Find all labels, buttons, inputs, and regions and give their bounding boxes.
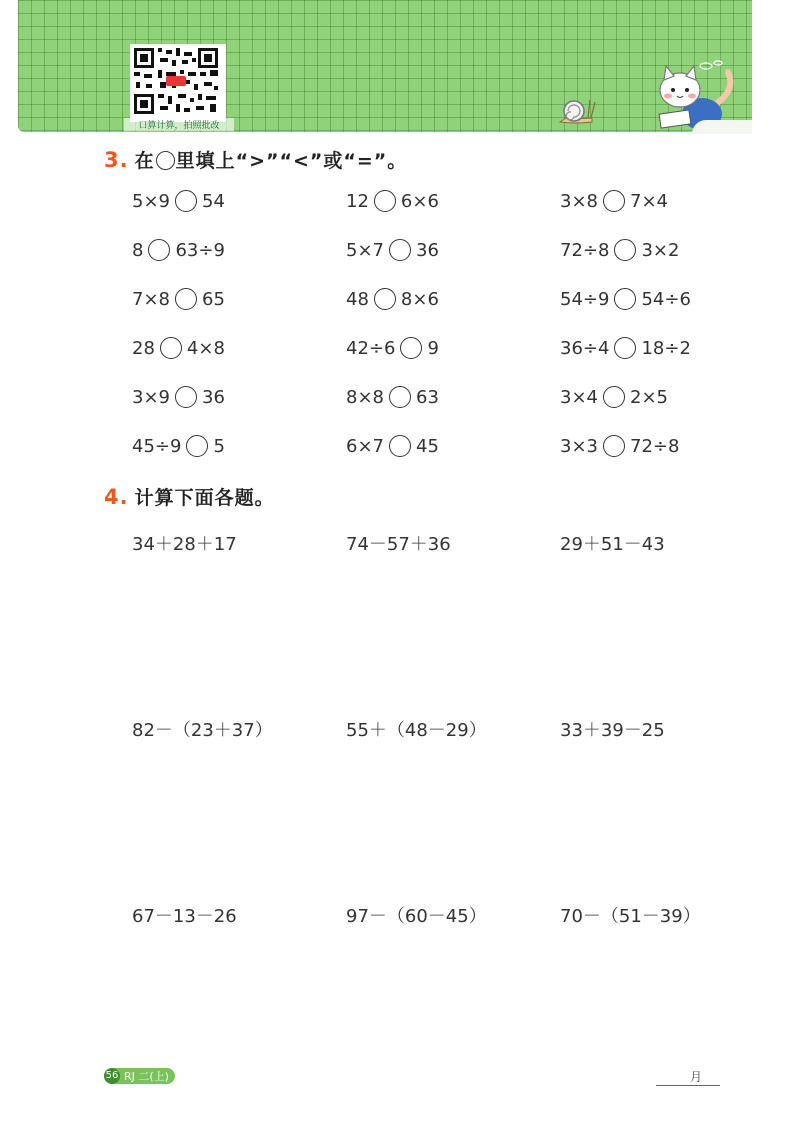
comparison-item [560,435,679,457]
answer-circle[interactable] [374,288,396,310]
answer-circle[interactable] [400,337,422,359]
snail-icon [558,94,596,126]
calculation-problem: 34＋28＋17 [132,534,237,555]
answer-circle[interactable] [175,386,197,408]
page-curl [692,120,752,134]
comparison-left-expression: 8 [132,239,144,261]
comparison-item [132,386,225,408]
comparison-right-expression: 6×6 [400,190,439,212]
comparison-item [132,288,225,310]
answer-circle[interactable] [389,435,411,457]
qr-code[interactable] [130,44,226,122]
comparison-left-expression: 5×7 [346,239,384,261]
comparison-left-expression: 28 [132,337,155,359]
calculation-problem: 74－57＋36 [346,534,451,555]
qr-code-pattern [132,46,220,116]
answer-circle[interactable] [603,190,625,212]
section-3-title-before: 在 [134,150,155,172]
calculation-problem: 82－（23＋37） [132,720,273,741]
comparison-left-expression: 5×9 [132,190,170,212]
comparison-right-expression: 54÷6 [641,288,691,310]
calculation-problem: 67－13－26 [132,906,237,927]
answer-circle[interactable] [603,435,625,457]
comparison-right-expression: 36 [416,239,439,261]
qr-caption: 口算计算，拍照批改 [124,118,234,131]
comparison-item [132,435,225,457]
answer-circle[interactable] [389,239,411,261]
section-4-title [104,483,275,510]
comparison-left-expression: 42÷6 [346,337,396,359]
answer-circle[interactable] [614,239,636,261]
calculation-problem: 29＋51－43 [560,534,665,555]
page-badge [104,1068,175,1084]
answer-circle[interactable] [374,190,396,212]
comparison-right-expression: 45 [416,435,439,457]
comparison-right-expression: 4×8 [186,337,225,359]
comparison-left-expression: 7×8 [132,288,170,310]
calculation-problem: 97－（60－45） [346,906,487,927]
comparison-item [346,435,439,457]
section-3-title [104,146,407,173]
section-3-title-after: 里填上“>”“<”或“=”。 [175,150,408,172]
answer-circle[interactable] [175,288,197,310]
comparison-item [132,337,225,359]
comparison-left-expression: 6×7 [346,435,384,457]
answer-circle[interactable] [186,435,208,457]
circle-icon [156,151,175,170]
comparison-item [132,190,225,212]
comparison-item [560,288,691,310]
calculation-problem: 33＋39－25 [560,720,665,741]
calculation-problem: 70－（51－39） [560,906,701,927]
comparison-right-expression: 65 [202,288,225,310]
month-label: 月 [690,1070,703,1084]
comparison-right-expression: 7×4 [630,190,668,212]
grade-label: RJ 二(上) [124,1070,169,1083]
comparison-right-expression: 36 [202,386,225,408]
section-4-number: 4. [104,485,129,509]
page-number: 56 [104,1068,120,1084]
answer-circle[interactable] [175,190,197,212]
comparison-right-expression: 2×5 [630,386,668,408]
comparison-left-expression: 8×8 [346,386,384,408]
comparison-item [346,190,439,212]
comparison-item [346,239,439,261]
comparison-left-expression: 3×3 [560,435,598,457]
month-field[interactable] [656,1068,720,1086]
comparison-right-expression: 54 [202,190,225,212]
answer-circle[interactable] [148,239,170,261]
comparison-right-expression: 72÷8 [630,435,680,457]
answer-circle[interactable] [389,386,411,408]
comparison-item [346,288,439,310]
answer-circle[interactable] [603,386,625,408]
answer-circle[interactable] [614,337,636,359]
section-4-title-text: 计算下面各题。 [134,487,275,509]
answer-circle[interactable] [614,288,636,310]
comparison-left-expression: 12 [346,190,369,212]
comparison-right-expression: 3×2 [641,239,680,261]
comparison-item [560,190,668,212]
comparison-item [346,386,439,408]
comparison-item [560,239,679,261]
comparison-item [560,337,691,359]
comparison-left-expression: 48 [346,288,369,310]
comparison-right-expression: 63÷9 [175,239,225,261]
comparison-left-expression: 72÷8 [560,239,610,261]
comparison-item [346,337,439,359]
comparison-left-expression: 3×8 [560,190,598,212]
section-3-number: 3. [104,148,129,172]
comparison-item [132,239,225,261]
comparison-left-expression: 54÷9 [560,288,610,310]
comparison-right-expression: 18÷2 [641,337,691,359]
comparison-left-expression: 3×4 [560,386,598,408]
comparison-right-expression: 8×6 [400,288,439,310]
answer-circle[interactable] [160,337,182,359]
comparison-right-expression: 5 [213,435,225,457]
header-banner [18,0,752,132]
calculation-problem: 55＋（48－29） [346,720,487,741]
comparison-left-expression: 36÷4 [560,337,610,359]
comparison-right-expression: 9 [427,337,439,359]
comparison-item [560,386,668,408]
comparison-left-expression: 3×9 [132,386,170,408]
comparison-left-expression: 45÷9 [132,435,182,457]
comparison-right-expression: 63 [416,386,439,408]
